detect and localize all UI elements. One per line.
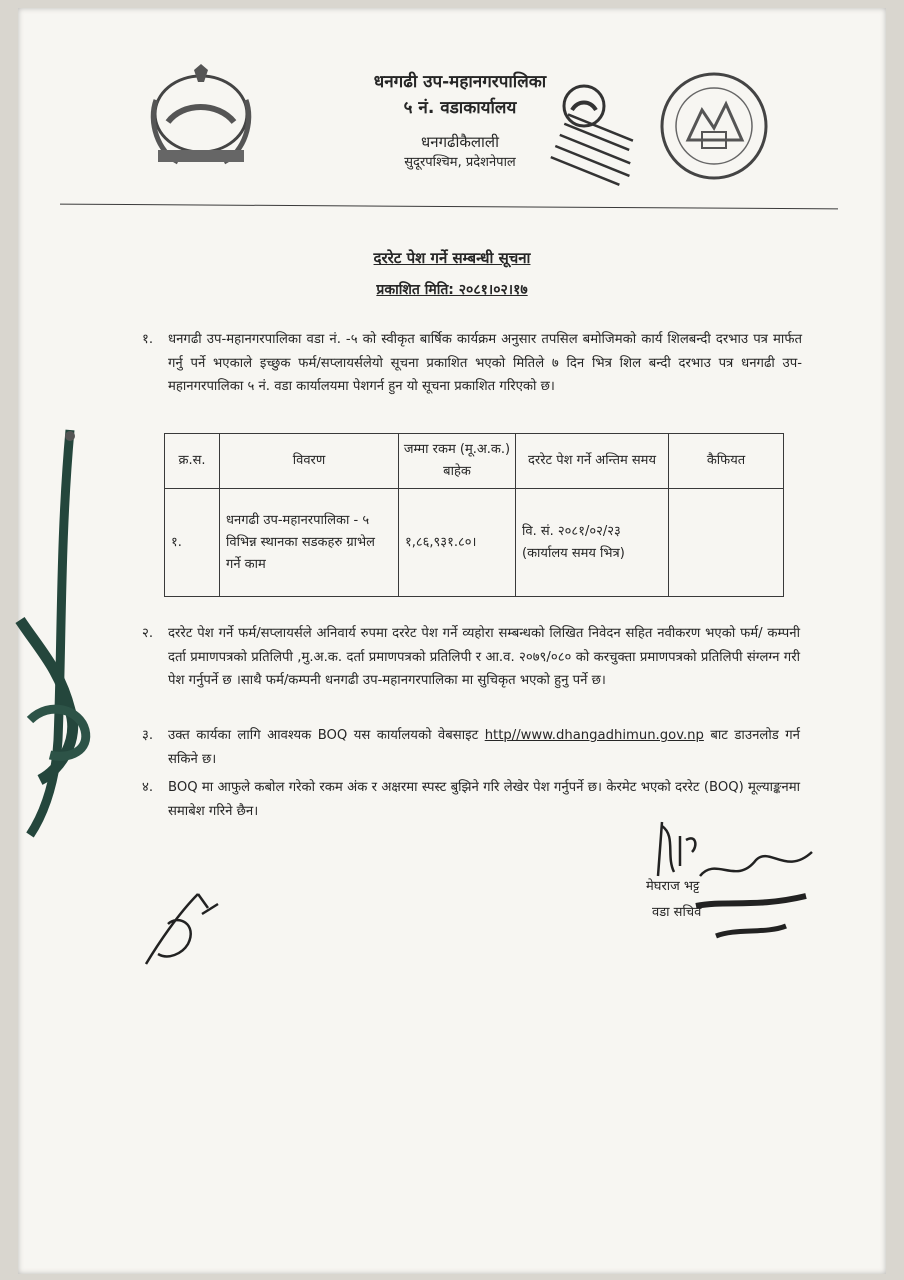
paragraph-number: ३. <box>142 728 154 743</box>
paragraph-4: BOQ मा आफुले कबोल गरेको रकम अंक र अक्षरमा स्पस्ट बुझिने गरि लेखेर पेश गर्नुपर्ने छ। केरमेट भएको दररेट (BOQ) मूल्याङ्कनमा समाबेश गरिने छैन। <box>168 780 800 819</box>
signatory-post: वडा सचिव <box>652 905 702 920</box>
office-location: धनगढीकैलाली <box>421 132 499 151</box>
website-link[interactable]: http//www.dhangadhimun.gov.np <box>484 728 704 743</box>
table-header-row <box>165 434 784 489</box>
office-name: ५ नं. वडाकार्यालय <box>403 98 517 119</box>
ward-office-stamp <box>548 78 658 196</box>
published-date: प्रकाशित मिति: २०८१।०२।१७ <box>376 282 528 298</box>
initials-signature <box>138 884 228 974</box>
paragraph-1: धनगढी उप-महानगरपालिका वडा नं. -५ को स्वीकृत बार्षिक कार्यक्रम अनुसार तपसिल बमोजिमको कार्य शिलबन्दी दरभाउ पत्र मार्फत गर्नु पर्ने भएकाले इच्छुक फर्म/सप्लायर्सलेयो सूचना प्रकाशित भएको मितिले ७ दिन भित्र शिल बन्दी दरभाउ पत्र धनगढी उप-महानगरपालिका ५ नं. वडा कार्यालयमा पेशगर्न हुन यो सूचना प्रकाशित गरिएको छ। <box>168 332 802 394</box>
paragraph-number: २. <box>142 626 154 641</box>
paragraph-3 <box>168 724 800 771</box>
cell-remarks <box>669 489 784 597</box>
office-province: सुदूरपश्चिम, प्रदेशनेपाल <box>404 154 516 170</box>
signatory-name: मेघराज भट्ट <box>646 879 700 894</box>
notice-heading <box>0 248 904 299</box>
binding-string <box>0 420 110 840</box>
paragraph-2: दररेट पेश गर्ने फर्म/सप्लायर्सले अनिवार्य रुपमा दररेट पेश गर्ने व्यहोरा सम्बन्धको लिखित निवेदन सहित नवीकरण भएको फर्म/ कम्पनी दर्ता प्रमाणपत्रको प्रतिलिपी ,मु.अ.क. दर्ता प्रमाणपत्रको प्रतिलिपी र आ.व. २०७९/०८० को करचुक्ता प्रमाणपत्रको प्रतिलिपी संग्लग्न गरी पेश गर्नुपर्ने छ ।साथै फर्म/कम्पनी धनगढी उप-महानगरपालिका मा सुचिकृत भएको हुनु पर्ने छ। <box>168 626 800 688</box>
col-remarks: कैफियत <box>669 434 784 489</box>
paragraph-number: १. <box>142 332 154 347</box>
org-name: धनगढी उप-महानगरपालिका <box>373 72 547 92</box>
cell-description: धनगढी उप-महानरपालिका - ५ विभिन्न स्थानका सडकहरु ग्राभेल गर्ने काम <box>220 489 399 597</box>
paragraph-3-text-end: बाट डाउनलोड गर्न सकिने छ। <box>168 728 800 767</box>
tender-table <box>164 433 784 597</box>
col-sn: क्र.स. <box>165 434 220 489</box>
col-amount: जम्मा रकम (मू.अ.क.) बाहेक <box>399 434 516 489</box>
nepal-emblem <box>138 62 264 174</box>
cell-deadline: वि. सं. २०८१/०२/२३ (कार्यालय समय भित्र) <box>516 489 669 597</box>
notice-title: दररेट पेश गर्ने सम्बन्धी सूचना <box>373 249 531 267</box>
paragraph-3-text: उक्त कार्यका लागि आवश्यक BOQ यस कार्यालयको वेबसाइट <box>168 728 485 743</box>
table-row <box>165 489 784 597</box>
col-description: विवरण <box>220 434 399 489</box>
paragraph-number: ४. <box>142 780 154 795</box>
cell-sn: १. <box>165 489 220 597</box>
municipality-seal <box>658 70 770 182</box>
col-deadline: दररेट पेश गर्ने अन्तिम समय <box>516 434 669 489</box>
cell-amount: १,८६,९३१.८०। <box>399 489 516 597</box>
